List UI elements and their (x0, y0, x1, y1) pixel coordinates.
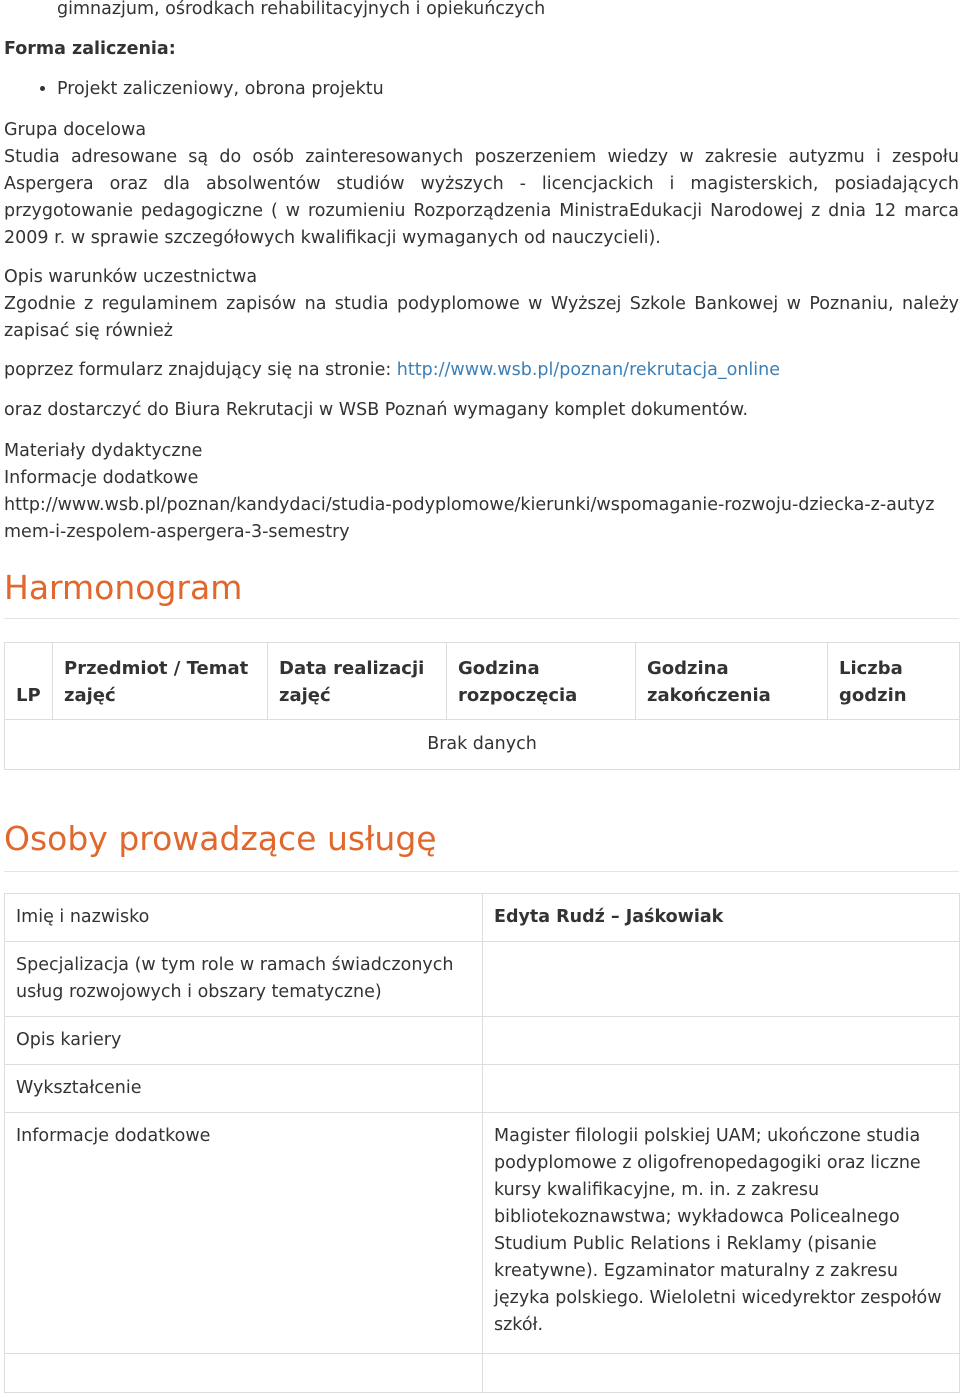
column-header-liczba-godzin: Liczba godzin (828, 643, 960, 720)
materialy-section (4, 438, 959, 546)
osoby-table (4, 893, 960, 1393)
grupa-heading: Grupa docelowa (4, 120, 147, 140)
table-row (5, 1065, 960, 1113)
rekrutacja-link[interactable]: http://www.wsb.pl/poznan/rekrutacja_online (396, 360, 780, 380)
forma-list (4, 76, 959, 103)
info-url: http://www.wsb.pl/poznan/kandydaci/studia-podyplomowe/kierunki/wspomaganie-rozwoju-dziecka-z-autyzmem-i-zespolem-aspergera-3-semestry (4, 495, 935, 542)
row-label: Specjalizacja (w tym role w ramach świadczonych usług rozwojowych i obszary tematyczne) (5, 942, 483, 1017)
row-value (483, 942, 960, 1017)
grupa-section (4, 117, 959, 252)
table-row (5, 720, 960, 770)
formularz-line (4, 357, 780, 384)
forma-zaliczenia-heading: Forma zaliczenia: (4, 39, 176, 59)
opis-section (4, 264, 959, 345)
row-value (483, 1017, 960, 1065)
row-value (483, 1065, 960, 1113)
column-header-przedmiot: Przedmiot / Temat zajęć (53, 643, 268, 720)
column-header-godzina-zakonczenia: Godzina zakończenia (636, 643, 828, 720)
table-header-row (5, 643, 960, 720)
formularz-text: poprzez formularz znajdujący się na stronie: (4, 360, 397, 380)
osoby-title: Osoby prowadzące usługę (4, 819, 959, 872)
table-row (5, 894, 960, 942)
table-row (5, 1017, 960, 1065)
empty-cell (483, 1354, 960, 1393)
table-row (5, 1354, 960, 1393)
opis-heading: Opis warunków uczestnictwa (4, 267, 258, 287)
opis-text: Zgodnie z regulaminem zapisów na studia podyplomowe w Wyższej Szkole Bankowej w Poznaniu, należy zapisać się również (4, 294, 959, 341)
row-label: Informacje dodatkowe (5, 1113, 483, 1354)
column-header-lp: LP (5, 643, 53, 720)
harmonogram-table (4, 642, 960, 770)
person-name: Edyta Rudź – Jaśkowiak (483, 894, 960, 942)
harmonogram-title: Harmonogram (4, 568, 959, 619)
empty-state-cell: Brak danych (5, 720, 960, 770)
row-label: Wykształcenie (5, 1065, 483, 1113)
table-row (5, 1113, 960, 1354)
row-label: Imię i nazwisko (5, 894, 483, 942)
column-header-data: Data realizacji zajęć (268, 643, 447, 720)
grupa-text: Studia adresowane są do osób zainteresowanych poszerzeniem wiedzy w zakresie autyzmu i zespołu Aspergera oraz dla absolwentów studiów wyższych - licencjackich i magisterskich, posiadających przygotowanie pedagogiczne ( w rozumieniu Rozporządzenia MinistraEdukacji Narodowej z dnia 12 marca 2009 r. w sprawie szczegółowych kwalifikacji wymaganych od nauczycieli). (4, 147, 959, 248)
info-heading: Informacje dodatkowe (4, 468, 199, 488)
column-header-godzina-rozpoczecia: Godzina rozpoczęcia (447, 643, 636, 720)
top-line-text: gimnazjum, ośrodkach rehabilitacyjnych i opiekuńczych (57, 0, 546, 19)
row-value: Magister filologii polskiej UAM; ukończone studia podyplomowe z oligofrenopedagogiki oraz liczne kursy kwalifikacyjne, m. in. z zakresu bibliotekoznawstwa; wykładowca Policealnego Studium Public Relations i Reklamy (pisanie kreatywne). Egzaminator maturalny z zakresu języka polskiego. Wieloletni wicedyrektor zespołów szkół. (483, 1113, 960, 1354)
materialy-heading: Materiały dydaktyczne (4, 441, 203, 461)
dostarczyc-text: oraz dostarczyć do Biura Rekrutacji w WSB Poznań wymagany komplet dokumentów. (4, 400, 749, 420)
empty-cell (5, 1354, 483, 1393)
list-item: • Projekt zaliczeniowy, obrona projektu (57, 76, 959, 103)
table-row (5, 942, 960, 1017)
row-label: Opis kariery (5, 1017, 483, 1065)
